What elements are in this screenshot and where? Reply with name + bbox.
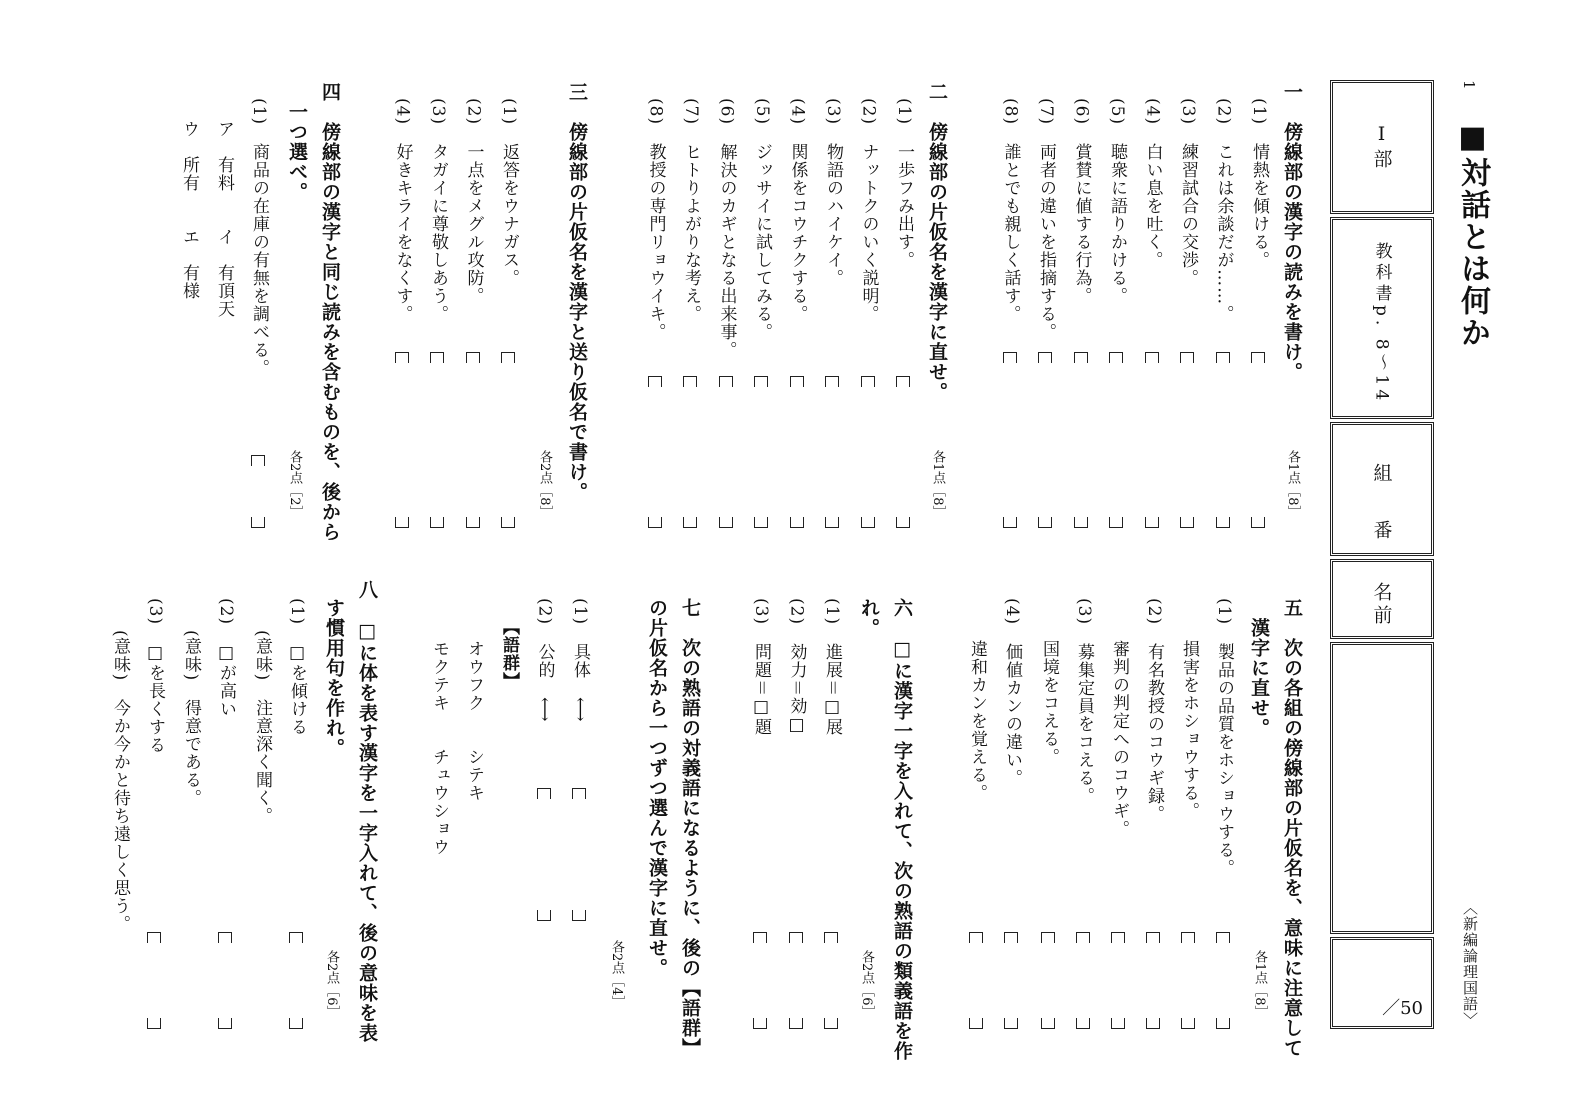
s2-answer-4-open[interactable] bbox=[790, 376, 804, 387]
s2-item: (3) 物語のハイケイ。 bbox=[823, 98, 843, 288]
s3-answer-1-open[interactable] bbox=[501, 352, 515, 363]
s5-answer-6-close[interactable] bbox=[1041, 1018, 1055, 1029]
s2-answer-7-close[interactable] bbox=[683, 517, 697, 528]
s5-points: 各1点［8］ bbox=[1252, 950, 1267, 1019]
s1-item: (8) 誰とでも親しく話す。 bbox=[1000, 98, 1021, 324]
s1-answer-4-close[interactable] bbox=[1145, 517, 1159, 528]
s3-item: (4) 好きキライをなくす。 bbox=[392, 98, 413, 324]
s5-answer-5-close[interactable] bbox=[1076, 1018, 1090, 1029]
s1-answer-5-open[interactable] bbox=[1109, 352, 1123, 363]
s4-answer-1-close[interactable] bbox=[251, 517, 265, 528]
s8-answer-1-close[interactable] bbox=[289, 1018, 303, 1029]
s2-item: (1) 一歩フみ出す。 bbox=[894, 98, 914, 270]
s6-points: 各2点［6］ bbox=[859, 950, 874, 1019]
s5-answer-8-close[interactable] bbox=[969, 1018, 983, 1029]
s1-item: (4) 白い息を吐く。 bbox=[1142, 98, 1163, 270]
s2-points: 各1点［8］ bbox=[930, 450, 945, 519]
s8-points: 各2点［6］ bbox=[324, 950, 339, 1019]
s1-heading: 一 傍線部の漢字の読みを書け。 bbox=[1281, 82, 1303, 382]
s1-answer-2-close[interactable] bbox=[1216, 517, 1230, 528]
s1-answer-6-open[interactable] bbox=[1074, 352, 1088, 363]
s7-points: 各2点［4］ bbox=[609, 940, 624, 1009]
s1-item: (5) 聴衆に語りかける。 bbox=[1107, 98, 1127, 306]
s7-item: (2) 公的 ⟷ bbox=[534, 598, 555, 723]
s2-item: (7) ヒトりよがりな考え。 bbox=[681, 98, 701, 324]
s5-answer-3-close[interactable] bbox=[1146, 1018, 1160, 1029]
s5-answer-4-close[interactable] bbox=[1111, 1018, 1125, 1029]
s2-answer-8-open[interactable] bbox=[648, 376, 662, 387]
s7-heading-2: の片仮名から一つずつ選んで漢字に直せ。 bbox=[646, 598, 668, 978]
s5-answer-1-close[interactable] bbox=[1216, 1018, 1230, 1029]
s8-meaning: (意味) 得意である。 bbox=[181, 630, 201, 808]
s1-answer-5-close[interactable] bbox=[1109, 517, 1123, 528]
s5-answer-8-open[interactable] bbox=[969, 932, 983, 943]
s5-heading-1: 五 次の各組の傍線部の片仮名を、意味に注意して bbox=[1281, 598, 1303, 1058]
s7-heading-1: 七 次の熟語の対義語になるように、後の【語群】 bbox=[679, 598, 701, 1058]
s5-answer-7-close[interactable] bbox=[1004, 1018, 1018, 1029]
textbook-label: 〈新編論理国語〉 bbox=[1461, 900, 1479, 1028]
s5-answer-3-open[interactable] bbox=[1146, 932, 1160, 943]
s7-item: (1) 具体 ⟷ bbox=[570, 598, 590, 723]
s1-answer-4-open[interactable] bbox=[1145, 352, 1159, 363]
s3-item: (1) 返答をウナガス。 bbox=[499, 98, 519, 288]
s6-heading-1: 六 □に漢字一字を入れて、次の熟語の類義語を作 bbox=[891, 598, 913, 1061]
info-pages: 教科書p. 8～14 bbox=[1330, 217, 1434, 419]
s8-phrase: (3) □を長くする bbox=[145, 598, 165, 755]
s5-heading-2: 漢字に直せ。 bbox=[1248, 618, 1270, 738]
s1-answer-1-open[interactable] bbox=[1251, 352, 1265, 363]
s2-answer-6-open[interactable] bbox=[719, 376, 733, 387]
s2-answer-1-close[interactable] bbox=[896, 517, 910, 528]
info-part: Ⅰ部 bbox=[1330, 80, 1434, 214]
info-class: 組 bbox=[1330, 422, 1434, 556]
s2-answer-7-open[interactable] bbox=[683, 376, 697, 387]
s2-heading: 二 傍線部の片仮名を漢字に直せ。 bbox=[926, 82, 948, 402]
s4-heading-1: 四 傍線部の漢字と同じ読みを含むものを、後から bbox=[319, 82, 341, 542]
s4-item: (1) 商品の在庫の有無を調べる。 bbox=[249, 98, 269, 378]
s1-item: (3) 練習試合の交渉。 bbox=[1178, 98, 1198, 288]
s5-item: 損害をホショウする。 bbox=[1179, 640, 1199, 820]
s1-answer-8-open[interactable] bbox=[1003, 352, 1017, 363]
s2-answer-1-open[interactable] bbox=[896, 376, 910, 387]
s4-points: 各2点［2］ bbox=[287, 450, 302, 519]
s5-answer-5-open[interactable] bbox=[1076, 932, 1090, 943]
info-number: 番 bbox=[1370, 520, 1393, 543]
s8-phrase: (2) □が高い bbox=[216, 598, 236, 719]
s8-answer-1-open[interactable] bbox=[289, 932, 303, 943]
s7-group-2: モクテキ チュウショウ bbox=[429, 640, 449, 856]
s2-item: (6) 解決のカギとなる出来事。 bbox=[716, 98, 737, 360]
s2-answer-3-open[interactable] bbox=[825, 376, 839, 387]
s3-answer-4-open[interactable] bbox=[395, 352, 409, 363]
s4-heading-2: 一つ選べ。 bbox=[286, 102, 308, 202]
s7-answer-2-open[interactable] bbox=[537, 788, 551, 799]
s1-answer-7-close[interactable] bbox=[1038, 517, 1052, 528]
page-title: ■対話とは何か bbox=[1455, 120, 1490, 349]
s2-answer-3-close[interactable] bbox=[825, 517, 839, 528]
s3-item: (2) 一点をメグル攻防。 bbox=[463, 98, 484, 306]
s2-answer-5-close[interactable] bbox=[754, 517, 768, 528]
s5-answer-6-open[interactable] bbox=[1041, 932, 1055, 943]
s4-choice-1: ア 有料 イ 有頂天 bbox=[214, 120, 234, 318]
s2-answer-8-close[interactable] bbox=[648, 517, 662, 528]
s8-heading-1: 八 □に体を表す漢字を一字入れて、後の意味を表 bbox=[356, 580, 378, 1043]
s3-answer-4-close[interactable] bbox=[395, 517, 409, 528]
s3-item: (3) タガイに尊敬しあう。 bbox=[428, 98, 448, 324]
name-field[interactable] bbox=[1330, 642, 1434, 934]
s8-answer-3-open[interactable] bbox=[147, 932, 161, 943]
s1-answer-6-close[interactable] bbox=[1074, 517, 1088, 528]
s7-answer-1-open[interactable] bbox=[572, 788, 586, 799]
s2-answer-2-close[interactable] bbox=[861, 517, 875, 528]
s5-answer-2-close[interactable] bbox=[1181, 1018, 1195, 1029]
s5-answer-4-open[interactable] bbox=[1111, 932, 1125, 943]
s6-item: (3) 問題＝□題 bbox=[751, 598, 771, 737]
s7-group-1: オウフク シテキ bbox=[464, 640, 484, 802]
s6-answer-1-close[interactable] bbox=[824, 1018, 838, 1029]
s2-answer-5-open[interactable] bbox=[754, 376, 768, 387]
s8-meaning: (意味) 今か今かと待ち遠しく思う。 bbox=[110, 630, 130, 934]
s8-answer-3-close[interactable] bbox=[147, 1018, 161, 1029]
s3-answer-1-close[interactable] bbox=[501, 517, 515, 528]
s2-answer-4-close[interactable] bbox=[790, 517, 804, 528]
s1-answer-8-close[interactable] bbox=[1003, 517, 1017, 528]
s1-answer-1-close[interactable] bbox=[1251, 517, 1265, 528]
s6-answer-3-close[interactable] bbox=[753, 1018, 767, 1029]
s2-answer-2-open[interactable] bbox=[861, 376, 875, 387]
s1-answer-2-open[interactable] bbox=[1216, 352, 1230, 363]
s5-item: 国境をコえる。 bbox=[1039, 640, 1059, 766]
s6-answer-2-close[interactable] bbox=[789, 1018, 803, 1029]
s5-item: (4) 価値カンの違い。 bbox=[1002, 598, 1022, 788]
s3-answer-3-open[interactable] bbox=[430, 352, 444, 363]
score-field[interactable]: ／50 bbox=[1330, 937, 1434, 1029]
s5-answer-1-open[interactable] bbox=[1216, 932, 1230, 943]
s5-item: 違和カンを覚える。 bbox=[967, 640, 987, 802]
s4-answer-1-open[interactable] bbox=[251, 455, 265, 466]
s1-item: (7) 両者の違いを指摘する。 bbox=[1036, 98, 1056, 342]
s7-answer-2-close[interactable] bbox=[537, 910, 551, 921]
s2-item: (8) 教授の専門リョウイキ。 bbox=[645, 98, 666, 342]
s1-points: 各1点［8］ bbox=[1285, 450, 1300, 519]
s6-item: (2) 効力＝効□ bbox=[786, 598, 807, 737]
s1-answer-3-close[interactable] bbox=[1180, 517, 1194, 528]
s5-answer-7-open[interactable] bbox=[1004, 932, 1018, 943]
s3-answer-2-close[interactable] bbox=[466, 517, 480, 528]
s6-answer-1-open[interactable] bbox=[824, 932, 838, 943]
s1-answer-7-open[interactable] bbox=[1038, 352, 1052, 363]
s5-answer-2-open[interactable] bbox=[1181, 932, 1195, 943]
s5-item: (2) 有名教授のコウギ録。 bbox=[1144, 598, 1164, 824]
s7-answer-1-close[interactable] bbox=[572, 910, 586, 921]
s5-item: 審判の判定へのコウギ。 bbox=[1109, 640, 1129, 838]
s1-item: (1) 情熱を傾ける。 bbox=[1249, 98, 1269, 270]
s6-answer-3-open[interactable] bbox=[753, 932, 767, 943]
s2-item: (4) 関係をコウチクする。 bbox=[787, 98, 808, 324]
s3-points: 各2点［8］ bbox=[537, 450, 552, 519]
s1-answer-3-open[interactable] bbox=[1180, 352, 1194, 363]
s5-item: (3) 募集定員をコえる。 bbox=[1074, 598, 1094, 806]
s8-answer-2-close[interactable] bbox=[218, 1018, 232, 1029]
s6-answer-2-open[interactable] bbox=[789, 932, 803, 943]
s3-heading: 三 傍線部の片仮名を漢字と送り仮名で書け。 bbox=[566, 82, 588, 502]
s8-heading-2: す慣用句を作れ。 bbox=[323, 598, 345, 758]
s3-answer-3-close[interactable] bbox=[430, 517, 444, 528]
s1-item: (6) 賞賛に値する行為。 bbox=[1071, 98, 1092, 306]
s1-item: (2) これは余談だが……。 bbox=[1213, 98, 1234, 324]
s7-group-label: 【語群】 bbox=[499, 618, 519, 690]
s6-item: (1) 進展＝□展 bbox=[822, 598, 842, 737]
s8-phrase: (1) □を傾ける bbox=[287, 598, 307, 737]
info-name-label: 名前 bbox=[1330, 559, 1434, 639]
s2-item: (2) ナットクのいく説明。 bbox=[858, 98, 879, 324]
s3-answer-2-open[interactable] bbox=[466, 352, 480, 363]
s8-meaning: (意味) 注意深く聞く。 bbox=[252, 630, 272, 826]
s8-answer-2-open[interactable] bbox=[218, 932, 232, 943]
s2-item: (5) ジッサイに試してみる。 bbox=[752, 98, 772, 342]
s2-answer-6-close[interactable] bbox=[719, 517, 733, 528]
s5-item: (1) 製品の品質をホショウする。 bbox=[1214, 598, 1234, 878]
s4-choice-2: ウ 所有 エ 有様 bbox=[179, 120, 199, 300]
s6-heading-2: れ。 bbox=[858, 598, 880, 638]
page-number: 1 bbox=[1460, 80, 1478, 90]
